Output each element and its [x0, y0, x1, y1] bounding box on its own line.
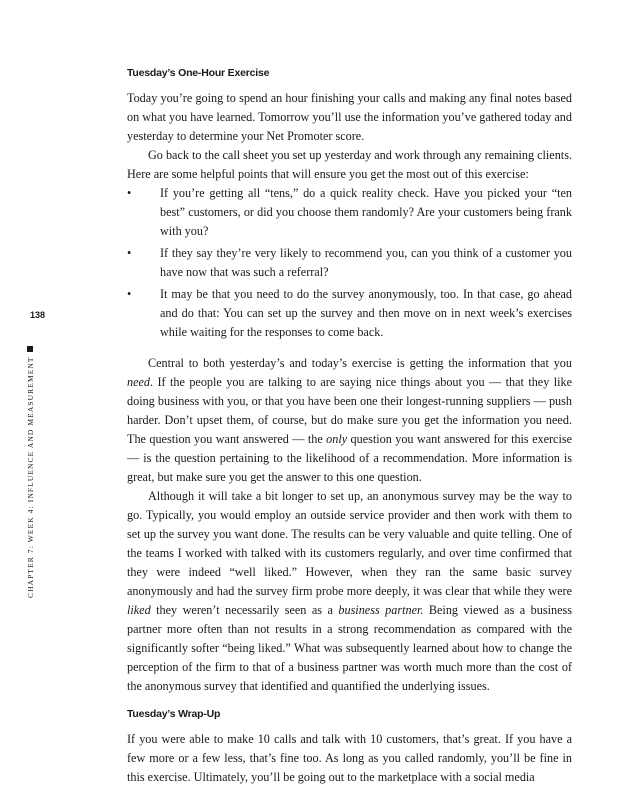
running-head-text: CHAPTER 7: WEEK 4: INFLUENCE AND MEASUREMENT — [26, 356, 35, 598]
emphasis: business partner. — [338, 603, 424, 617]
bullet-item: • It may be that you need to do the survey anonymously, too. In that case, go ahead and do that: You can set up the survey and then move on in next week’s exercises while waiting for the responses to come back. — [127, 285, 572, 342]
paragraph: Go back to the call sheet you set up yesterday and work through any remaining clients. Here are some helpful points that will ensure you get the most out of this exercise: — [127, 148, 572, 181]
paragraph: Central to both yesterday’s and today’s exercise is getting the information that you need. If the people you are talking to are saying nice things about you — that they like doing business with you, or that you have been one their longest-running suppliers — push harder. Don’t upset them, of course, but do make sure you get the information you need. The question you want answered — the only question you want answered for this exercise — is the question pertaining to the likelihood of a recommendation. More information is great, but make sure you get the answer to this one question. — [127, 356, 572, 484]
square-bullet-icon — [27, 346, 33, 352]
section-heading-wrap-up: Tuesday’s Wrap-Up — [127, 708, 221, 720]
paragraph: Today you’re going to spend an hour finishing your calls and making any final notes based on what you have learned. Tomorrow you’ll use the information you’ve gathered today and yesterday to determine your Net Promoter score. — [127, 91, 572, 143]
paragraph: Although it will take a bit longer to set up, an anonymous survey may be the way to go. Typically, you would employ an outside service provider and then work with them to set up the survey you want done. The results can be very valuable and quite telling. One of the teams I worked with talked with its customers regularly, and over time confirmed that they were indeed “well liked.” However, when they ran the same basic survey anonymously and had the survey firm probe more deeply, it was clear that while they were liked they weren’t necessarily seen as a business partner. Being viewed as a business partner more often than not results in a strong recommendation as compared with the significantly softer “being liked.” What was subsequently learned about how to change the perception of the firm to that of a business partner was worth much more than the cost of the anonymous survey that identified and quantified the underlying issues. — [127, 489, 572, 693]
emphasis: need — [127, 375, 151, 389]
emphasis: only — [326, 432, 348, 446]
running-head — [26, 346, 35, 598]
main-text — [127, 62, 572, 787]
emphasis: liked — [127, 603, 151, 617]
page-number: 138 — [30, 310, 46, 320]
bullet-item: • If they say they’re very likely to recommend you, can you think of a customer you have now that was such a referral? — [127, 244, 572, 282]
bullet-list — [127, 184, 572, 342]
paragraph: If you were able to make 10 calls and talk with 10 customers, that’s great. If you have a few more or a few less, that’s fine too. As long as you called randomly, you’ll be fine in this exercise. Ultimately, you’ll be going out to the marketplace with a social media — [127, 732, 572, 784]
bullet-item: • If you’re getting all “tens,” do a quick reality check. Have you picked your “ten best” customers, or did you choose them randomly? Are your customers being frank with you? — [127, 184, 572, 241]
section-heading-exercise: Tuesday’s One-Hour Exercise — [127, 67, 270, 79]
